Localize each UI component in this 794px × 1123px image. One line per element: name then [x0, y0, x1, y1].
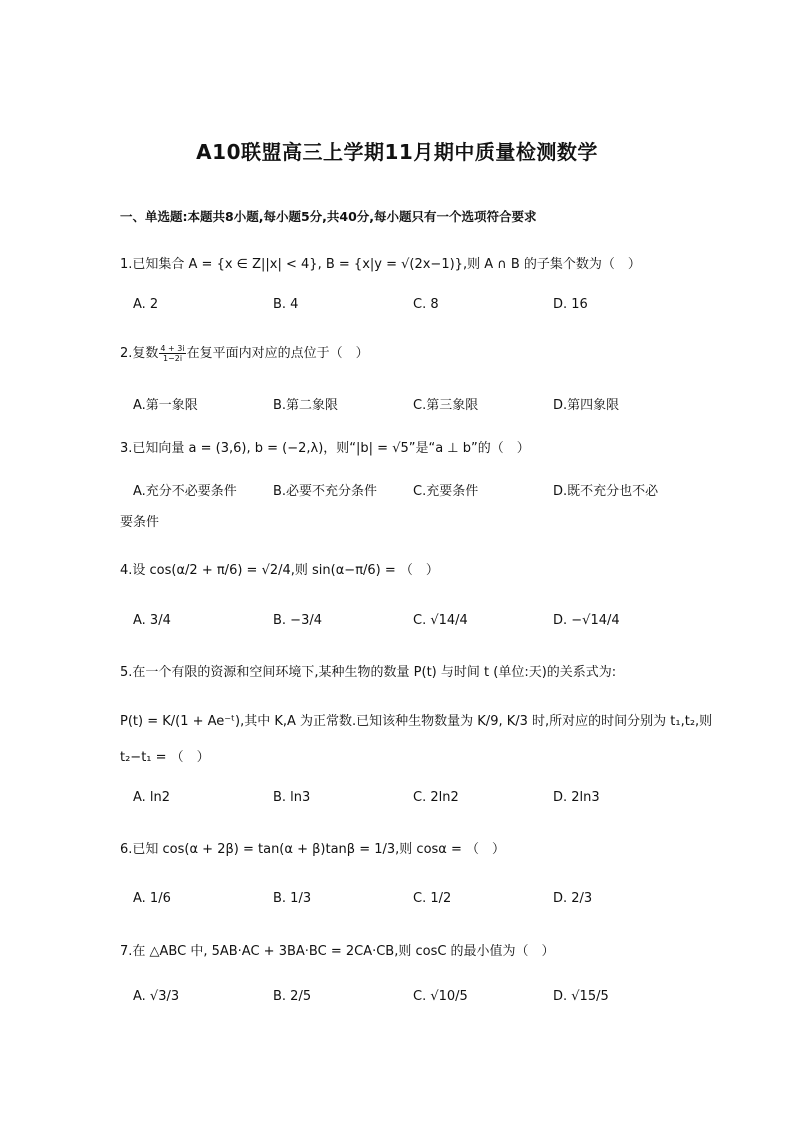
q3-option-b: B.必要不充分条件	[273, 484, 378, 499]
q1-option-a: A. 2	[133, 297, 159, 312]
q1-option-b: B. 4	[273, 297, 299, 312]
q6-option-a: A. 1/6	[133, 891, 171, 906]
q6-option-b: B. 1/3	[273, 891, 312, 906]
q2-option-d: D.第四象限	[553, 398, 620, 413]
q7-option-d: D. √15/5	[553, 989, 609, 1004]
question-4-stem: 4.设 cos(α/2 + π/6) = √2/4,则 sin(α−π/6) = （ ）	[120, 563, 439, 578]
q2-stem-post: 在复平面内对应的点位于（ ）	[186, 346, 369, 361]
q3-option-c: C.充要条件	[413, 484, 479, 499]
question-5-line-2: P(t) = K/(1 + Ae⁻ᵗ),其中 K,A 为正常数.已知该种生物数量为 K/9, K/3 时,所对应的时间分别为 t₁,t₂,则	[120, 714, 713, 729]
q2-option-b: B.第二象限	[273, 398, 339, 413]
question-7-stem: 7.在 △ABC 中, 5AB·AC + 3BA·BC = 2CA·CB,则 cosC 的最小值为（ ）	[120, 944, 555, 959]
q2-option-c: C.第三象限	[413, 398, 479, 413]
q1-option-d: D. 16	[553, 297, 588, 312]
q4-option-b: B. −3/4	[273, 613, 322, 628]
q7-option-b: B. 2/5	[273, 989, 312, 1004]
q2-stem-pre: 2.复数	[120, 346, 159, 361]
q6-option-c: C. 1/2	[413, 891, 452, 906]
q7-option-c: C. √10/5	[413, 989, 468, 1004]
q5-option-c: C. 2ln2	[413, 790, 459, 805]
q2-option-a: A.第一象限	[133, 398, 198, 413]
q1-option-c: C. 8	[413, 297, 439, 312]
question-6-stem: 6.已知 cos(α + 2β) = tan(α + β)tanβ = 1/3,则 cosα = （ ）	[120, 842, 506, 857]
q4-option-a: A. 3/4	[133, 613, 171, 628]
q5-option-a: A. ln2	[133, 790, 171, 805]
q3-option-d: D.既不充分也不必	[553, 484, 659, 499]
q2-fraction	[159, 344, 185, 363]
q4-option-d: D. −√14/4	[553, 613, 620, 628]
q5-option-d: D. 2ln3	[553, 790, 600, 805]
question-1-stem: 1.已知集合 A = {x ∈ Z||x| < 4}, B = {x|y = √(2x−1)},则 A ∩ B 的子集个数为（ ）	[120, 257, 641, 272]
question-5-line-3: t₂−t₁ = （ ）	[120, 750, 210, 765]
page-title: A10联盟高三上学期11月期中质量检测数学	[196, 140, 598, 164]
q4-option-c: C. √14/4	[413, 613, 468, 628]
q2-denominator: 1−2i	[162, 354, 183, 363]
q3-option-d-wrap: 要条件	[120, 515, 160, 530]
question-5-line-1: 5.在一个有限的资源和空间环境下,某种生物的数量 P(t) 与时间 t (单位:天)的关系式为:	[120, 665, 617, 680]
q5-option-b: B. ln3	[273, 790, 311, 805]
q2-numerator: 4 + 3i	[160, 344, 185, 353]
q6-option-d: D. 2/3	[553, 891, 593, 906]
q3-option-a: A.充分不必要条件	[133, 484, 237, 499]
question-2-stem	[120, 342, 369, 363]
q7-option-a: A. √3/3	[133, 989, 180, 1004]
section-heading: 一、单选题:本题共8小题,每小题5分,共40分,每小题只有一个选项符合要求	[120, 209, 537, 224]
question-3-stem: 3.已知向量 a = (3,6), b = (−2,λ)，则“|b| = √5”是“a ⊥ b”的（ ）	[120, 441, 530, 456]
